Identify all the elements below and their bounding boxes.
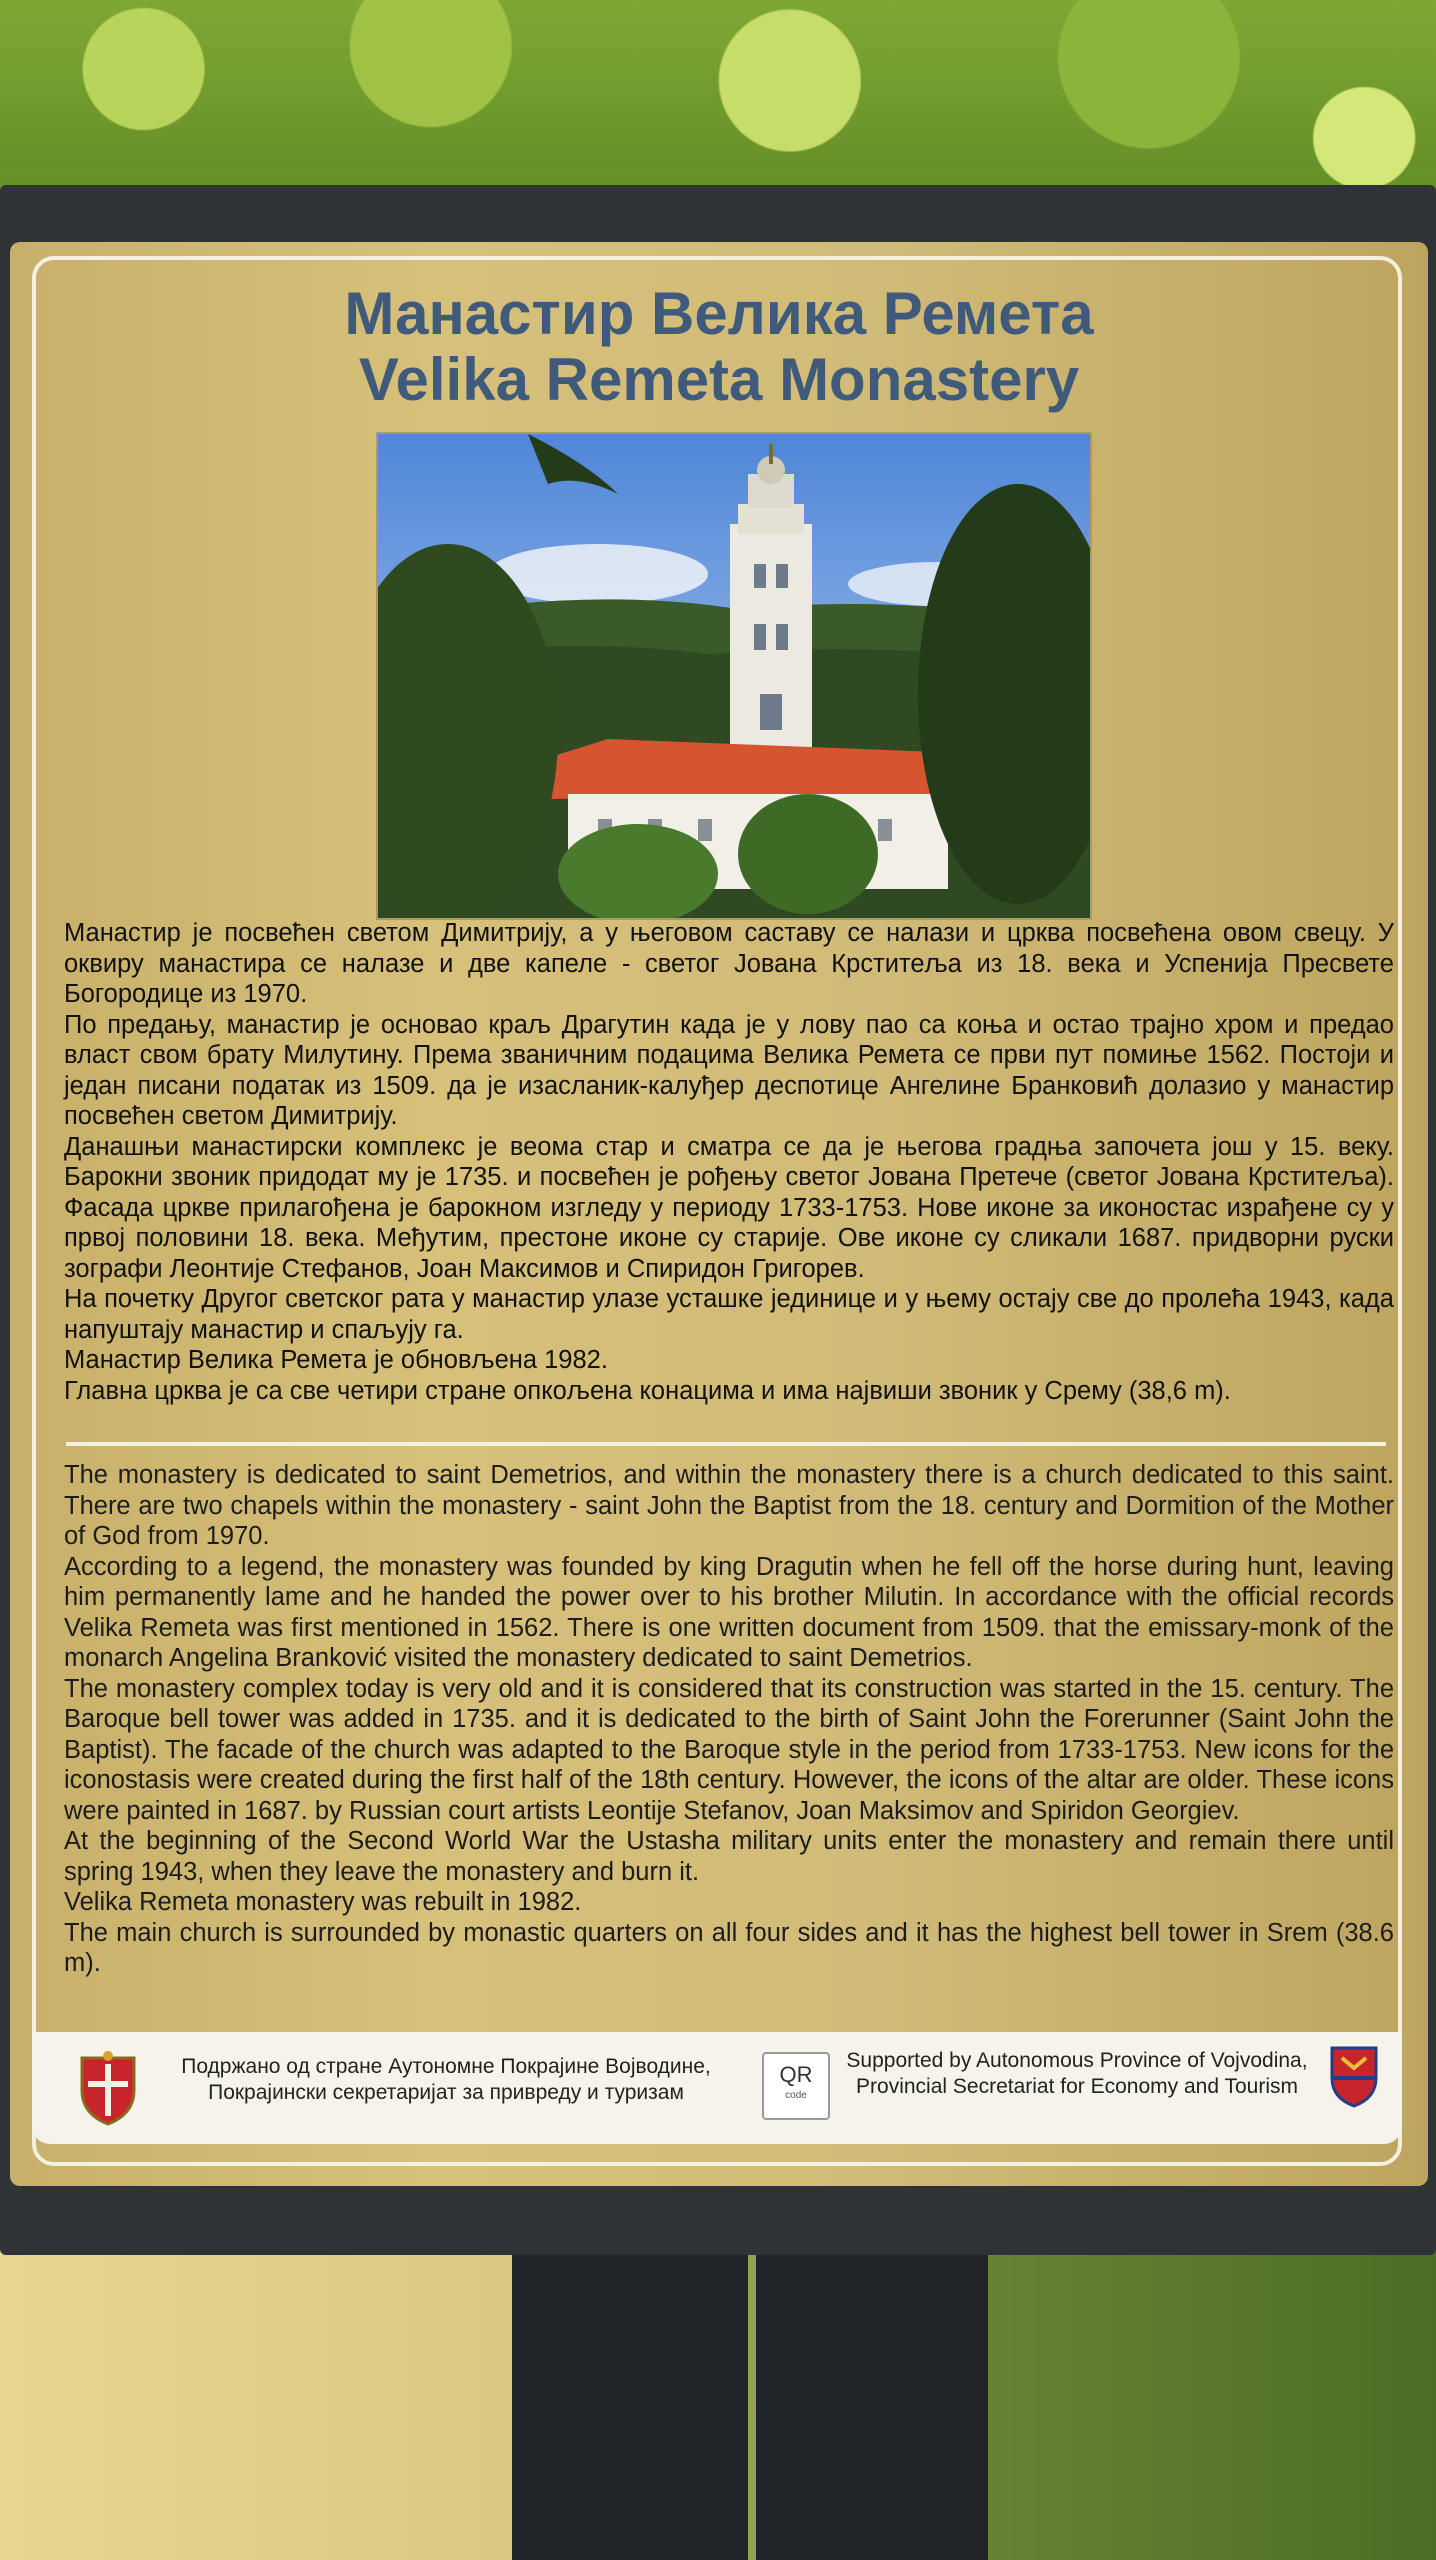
support-en-line1: Supported by Autonomous Province of Vojvodina, xyxy=(846,2049,1308,2072)
paragraph-sr-6: Главна црква је са све четири стране опкољена конацима и има највиши звоник у Срему (38,6 m). xyxy=(64,1376,1231,1405)
paragraph-en-4: At the beginning of the Second World War the Ustasha military units enter the monastery and remain there until spring 1943, when they leave the monastery and burn it. xyxy=(64,1827,1394,1886)
language-divider xyxy=(66,1442,1386,1446)
paragraph-sr-5: Манастир Велика Ремета је обновљена 1982. xyxy=(64,1346,608,1374)
support-sr-line1: Подржано од стране Аутономне Покрајине Војводине, xyxy=(181,2055,711,2078)
monastery-photo xyxy=(376,432,1092,920)
title-serbian: Манастир Велика Ремета xyxy=(344,280,1094,347)
paragraph-sr-1: Манастир је посвећен светом Димитрију, а у његовом саставу се налази и црква посвећена овом свецу. У оквиру манастира се налазе и две капеле - светог Јована Крститеља из 18. века и Успенија Пресвете Богородице из 1970. xyxy=(64,919,1394,1008)
qr-code-icon[interactable] xyxy=(762,2052,830,2120)
qr-sublabel: code xyxy=(785,2090,807,2101)
paragraph-sr-4: На почетку Другог светског рата у манастир улазе усташке јединице и у њему остају све до пролећа 1943, када напуштају манастир и спаљују га. xyxy=(64,1285,1394,1344)
sign-footer xyxy=(32,2032,1402,2144)
paragraph-en-6: The main church is surrounded by monastic quarters on all four sides and it has the highest bell tower in Srem (38.6 m). xyxy=(64,1918,1394,1977)
paragraph-sr-2: По предању, манастир је основао краљ Драгутин када је у лову пао са коња и остао трајно хром и предао власт свом брату Милутину. Према званичним подацима Велика Ремета се први пут помиње 1562. Постоји и један писани податак из 1509. да је изасланик-калуђер деспотице Ангелине Бранковић долазио у манастир посвећен светом Димитрију. xyxy=(64,1010,1394,1130)
title-english: Velika Remeta Monastery xyxy=(358,346,1080,413)
paragraph-sr-3: Данашњи манастирски комплекс је веома стар и сматра се да је његова градња започета још у 15. веку. Барокни звоник придодат му је 1735. и посвећен је рођењу светог Јована Претече (светог Јована Крститеља). Фасада цркве прилагођена је барокном изгледу у периоду 1733-1753. Нове иконе за иконостас израђене су у првој половини 18. века. Међутим, престоне иконе су старије. Ове иконе су сликали 1687. придворни руски зографи Леонтије Стефанов, Јоан Максимов и Спиридон Григорев. xyxy=(64,1132,1394,1283)
support-text-english xyxy=(842,2048,1312,2100)
support-text-serbian xyxy=(146,2054,746,2106)
support-sr-line2: Покрајински секретаријат за привреду и туризам xyxy=(208,2081,684,2104)
support-en-line2: Provincial Secretariat for Economy and Tourism xyxy=(856,2075,1298,2098)
qr-label: QR xyxy=(779,2062,813,2087)
paragraph-en-2: According to a legend, the monastery was founded by king Dragutin when he fell off the horse during hunt, leaving him permanently lame and he handed the power over to his brother Milutin. In accordance with the official records Velika Remeta was first mentioned in 1562. There is one written document from 1509. that the emissary-monk of the monarch Angelina Branković visited the monastery dedicated to saint Demetrios. xyxy=(64,1552,1394,1672)
paragraph-en-5: Velika Remeta monastery was rebuilt in 1982. xyxy=(64,1888,582,1916)
serbia-coat-of-arms-icon xyxy=(76,2050,140,2126)
monastery-photo-illustration xyxy=(378,434,1090,918)
description-english xyxy=(64,1460,1394,1979)
sign-post-right xyxy=(756,2240,988,2560)
vojvodina-coat-of-arms-icon xyxy=(1328,2044,1380,2108)
paragraph-en-3: The monastery complex today is very old and it is considered that its construction was started in the 15. century. The Baroque bell tower was added in 1735. and it is dedicated to the birth of Saint John the Forerunner (Saint John the Baptist). The facade of the church was adapted to the Baroque style in the period from 1733-1753. New icons for the iconostasis were created during the first half of the 18th century. However, the icons of the altar are older. These icons were painted in 1687. by Russian court artists Leontije Stefanov, Joan Maksimov and Spiridon Georgiev. xyxy=(64,1674,1394,1825)
paragraph-en-1: The monastery is dedicated to saint Demetrios, and within the monastery there is a church dedicated to this saint. There are two chapels within the monastery - saint John the Baptist from the 18. century and Dormition of the Mother of God from 1970. xyxy=(64,1461,1394,1550)
description-serbian xyxy=(64,918,1394,1406)
sign-post-left xyxy=(512,2240,748,2560)
information-sign xyxy=(10,242,1428,2186)
